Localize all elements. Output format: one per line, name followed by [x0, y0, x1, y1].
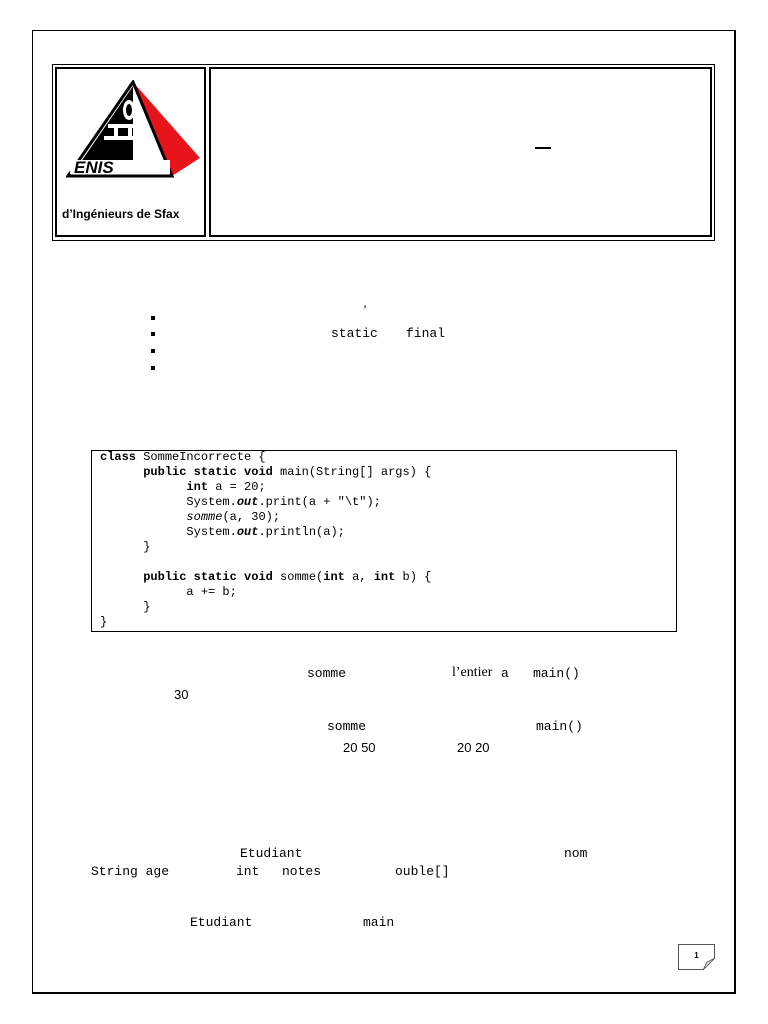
code-token: out	[236, 495, 259, 509]
code-token: }	[100, 600, 151, 614]
code-token: class	[100, 450, 137, 464]
code-token: .print(a + "\t");	[258, 495, 381, 509]
code-token: }	[100, 540, 151, 554]
bullet-1	[151, 316, 155, 320]
text-output-20-50: 20 50	[343, 740, 376, 755]
text-main-2: main()	[536, 719, 583, 734]
enis-logo	[66, 80, 202, 178]
code-token	[100, 510, 186, 524]
code-line	[100, 600, 150, 615]
field-string-age: String age	[91, 864, 170, 879]
class-etudiant: Etudiant	[240, 846, 303, 861]
code-token: b) {	[395, 570, 432, 584]
code-line	[100, 495, 381, 510]
code-line	[100, 525, 345, 540]
page-curl-icon	[703, 958, 715, 970]
code-token: main(String[] args) {	[272, 465, 432, 479]
logo-text: ENIS	[74, 158, 114, 177]
code-token: .println(a);	[258, 525, 345, 539]
code-token: out	[236, 525, 259, 539]
field-notes: notes	[282, 864, 322, 879]
code-line	[100, 480, 266, 495]
code-line	[100, 510, 280, 525]
code-line	[100, 615, 107, 630]
code-line	[100, 570, 431, 585]
text-output-20-20: 20 20	[457, 740, 490, 755]
code-line	[100, 585, 237, 600]
code-token: int	[186, 480, 209, 494]
code-token: int	[323, 570, 345, 584]
code-token: public static void	[143, 465, 273, 479]
title-dash	[535, 147, 551, 149]
class-etudiant-2: Etudiant	[190, 915, 253, 930]
code-token: public static void	[143, 570, 273, 584]
text-main-1: main()	[533, 666, 580, 681]
code-token: somme	[186, 510, 223, 524]
code-token: }	[100, 615, 108, 629]
code-token: System.	[100, 525, 237, 539]
apostrophe: ’	[363, 302, 367, 316]
code-token: int	[373, 570, 396, 584]
code-line	[100, 465, 431, 480]
code-token	[100, 570, 143, 584]
type-double-array: ouble[]	[395, 864, 450, 879]
page-number: 1	[678, 944, 715, 970]
school-name: d’Ingénieurs de Sfax	[62, 207, 180, 221]
code-token: a = 20;	[208, 480, 266, 494]
text-entier: l’entier	[452, 665, 493, 680]
code-line	[100, 450, 266, 465]
code-token	[100, 465, 143, 479]
text-30: 30	[174, 687, 189, 702]
bullet-3	[151, 349, 155, 353]
bullet-2	[151, 332, 155, 336]
code-token	[100, 480, 186, 494]
code-token: a,	[344, 570, 374, 584]
keyword-static: static	[331, 326, 378, 341]
code-token: (a, 30);	[222, 510, 281, 524]
field-nom: nom	[564, 846, 588, 861]
text-var-a: a	[501, 666, 509, 681]
bullet-4	[151, 366, 155, 370]
method-main: main	[363, 915, 395, 930]
keyword-final: final	[406, 326, 446, 341]
code-token: SommeIncorrecte {	[136, 450, 266, 464]
code-token: System.	[100, 495, 237, 509]
text-somme-1: somme	[307, 666, 347, 681]
code-token: a += b;	[100, 585, 237, 599]
code-line	[100, 540, 150, 555]
type-int: int	[236, 864, 260, 879]
title-cell	[209, 67, 712, 237]
text-somme-2: somme	[327, 719, 367, 734]
code-token: somme(	[272, 570, 324, 584]
